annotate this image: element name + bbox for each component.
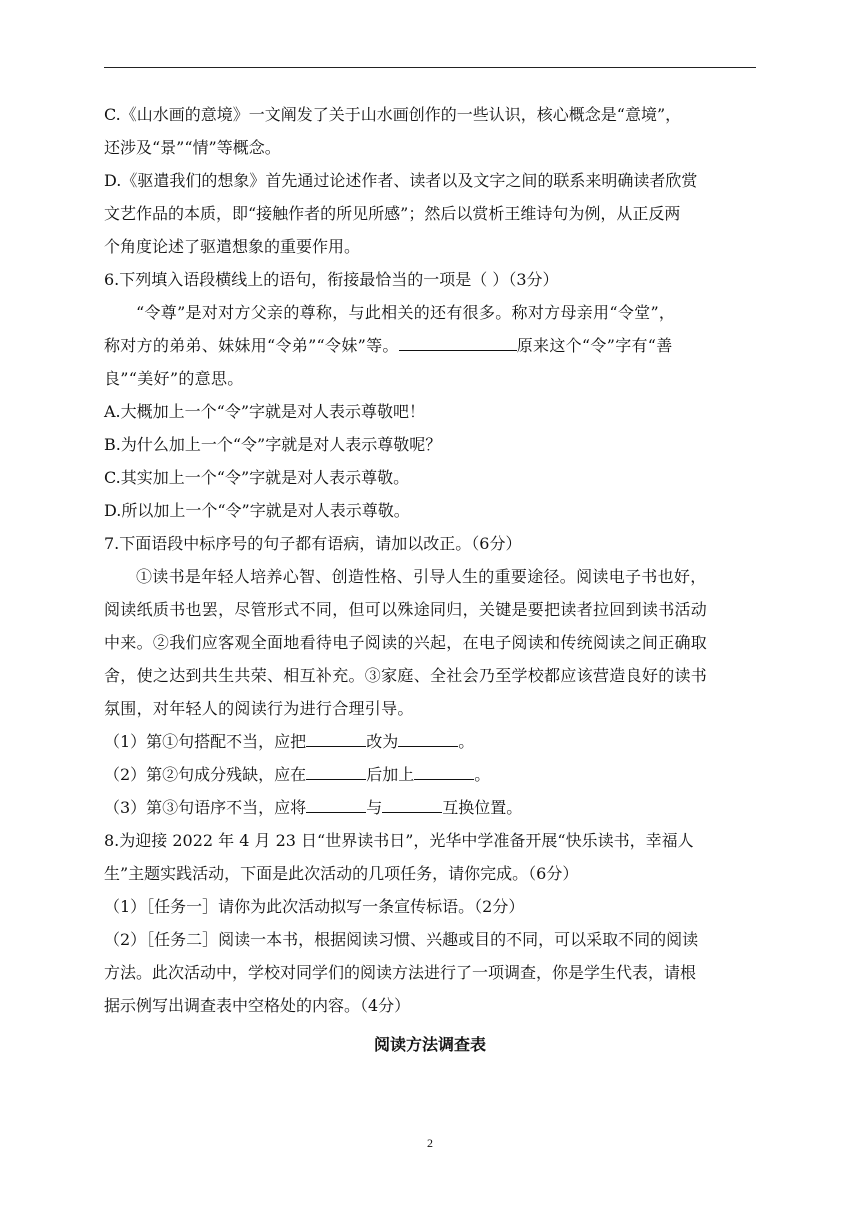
- option-c-line1: C.《山水画的意境》一文阐发了关于山水画创作的一些认识，核心概念是“意境”，: [104, 105, 682, 124]
- q7-sub1-text: （1）第①句搭配不当，应把: [104, 732, 307, 751]
- q6-passage-line1: “令尊”是对对方父亲的尊称，与此相关的还有很多。称对方母亲用“令堂”，: [136, 303, 676, 322]
- q7-subquestion-2: [104, 758, 756, 791]
- q7-passage-line5: 氛围，对年轻人的阅读行为进行合理引导。: [104, 699, 414, 718]
- option-d-line1: D.《驱遣我们的想象》首先通过论述作者、读者以及文字之间的联系来明确读者欣赏: [104, 171, 698, 190]
- q7-sub3-text-mid: 与: [366, 798, 383, 817]
- q6-option-a: A.大概加上一个“令”字就是对人表示尊敬吧！: [104, 402, 426, 421]
- q7-passage-line2: 阅读纸质书也罢，尽管形式不同，但可以殊途同归，关键是要把读者拉回到读书活动: [104, 600, 708, 619]
- q7-sub1-text-end: 。: [458, 732, 475, 751]
- q7-sub1-text-mid: 改为: [366, 732, 399, 751]
- question-7: 7.下面语段中标序号的句子都有语病，请加以改正。（6分）: [104, 534, 522, 553]
- q7-sub3-text-end: 互换位置。: [442, 798, 523, 817]
- q6-answer-blank[interactable]: [399, 335, 517, 351]
- q6-option-b: B.为什么加上一个“令”字就是对人表示尊敬呢？: [104, 435, 442, 454]
- q7-subquestion-3: [104, 791, 756, 824]
- question-8-line2: 生”主题实践活动，下面是此次活动的几项任务，请你完成。（6分）: [104, 864, 579, 883]
- q8-task-2-line2: 方法。此次活动中，学校对同学们的阅读方法进行了一项调查，你是学生代表，请根: [104, 963, 697, 982]
- q6-passage-text-after-blank: 原来这个“令”字有“善: [516, 336, 673, 355]
- option-c-line2: 还涉及“景”“情”等概念。: [104, 138, 281, 157]
- q7-sub3-text: （3）第③句语序不当，应将: [104, 798, 307, 817]
- q7-sub2-text: （2）第②句成分残缺，应在: [104, 765, 307, 784]
- q7-subquestion-1: [104, 725, 756, 758]
- q6-passage-text-before-blank: 称对方的弟弟、妹妹用“令弟”“令妹”等。: [104, 336, 399, 355]
- q7-sub1-blank-1[interactable]: [306, 731, 366, 747]
- q6-passage-line2: [104, 329, 756, 362]
- page-body: [104, 98, 756, 1061]
- q8-task-1: （1）［任务一］请你为此次活动拟写一条宣传标语。（2分）: [104, 897, 525, 916]
- q7-sub2-blank-1[interactable]: [306, 764, 366, 780]
- table-title: 阅读方法调查表: [373, 1035, 486, 1054]
- q6-option-d: D.所以加上一个“令”字就是对人表示尊敬。: [104, 501, 410, 520]
- q8-task-2-line1: （2）［任务二］阅读一本书，根据阅读习惯、兴趣或目的不同，可以采取不同的阅读: [104, 930, 699, 949]
- q7-passage-line4: 舍，使之达到共生共荣、相互补充。③家庭、全社会乃至学校都应该营造良好的读书: [104, 666, 708, 685]
- q7-sub1-blank-2[interactable]: [398, 731, 458, 747]
- q6-passage-line3: 良”“美好”的意思。: [104, 369, 244, 388]
- q8-task-2-line3: 据示例写出调查表中空格处的内容。（4分）: [104, 996, 411, 1015]
- question-8-line1: 8.为迎接 2022 年 4 月 23 日“世界读书日”，光华中学准备开展“快乐读书，幸福人: [104, 831, 694, 850]
- page-number: 2: [427, 1136, 433, 1150]
- q7-sub2-text-mid: 后加上: [366, 765, 415, 784]
- q7-sub2-text-end: 。: [474, 765, 491, 784]
- q7-passage-line3: 中来。②我们应客观全面地看待电子阅读的兴起，在电子阅读和传统阅读之间正确取: [104, 633, 708, 652]
- q7-sub3-blank-2[interactable]: [382, 797, 442, 813]
- q7-passage-line1: ①读书是年轻人培养心智、创造性格、引导人生的重要途径。阅读电子书也好，: [136, 567, 707, 586]
- option-d-line2: 文艺作品的本质，即“接触作者的所见所感”；然后以赏析王维诗句为例，从正反两: [104, 204, 681, 223]
- q6-option-c: C.其实加上一个“令”字就是对人表示尊敬。: [104, 468, 410, 487]
- question-6: 6.下列填入语段横线上的语句，衔接最恰当的一项是（ ）（3分）: [104, 270, 559, 289]
- q7-sub3-blank-1[interactable]: [306, 797, 366, 813]
- header-rule: [104, 67, 756, 68]
- option-d-line3: 个角度论述了驱遣想象的重要作用。: [104, 237, 361, 256]
- q7-sub2-blank-2[interactable]: [414, 764, 474, 780]
